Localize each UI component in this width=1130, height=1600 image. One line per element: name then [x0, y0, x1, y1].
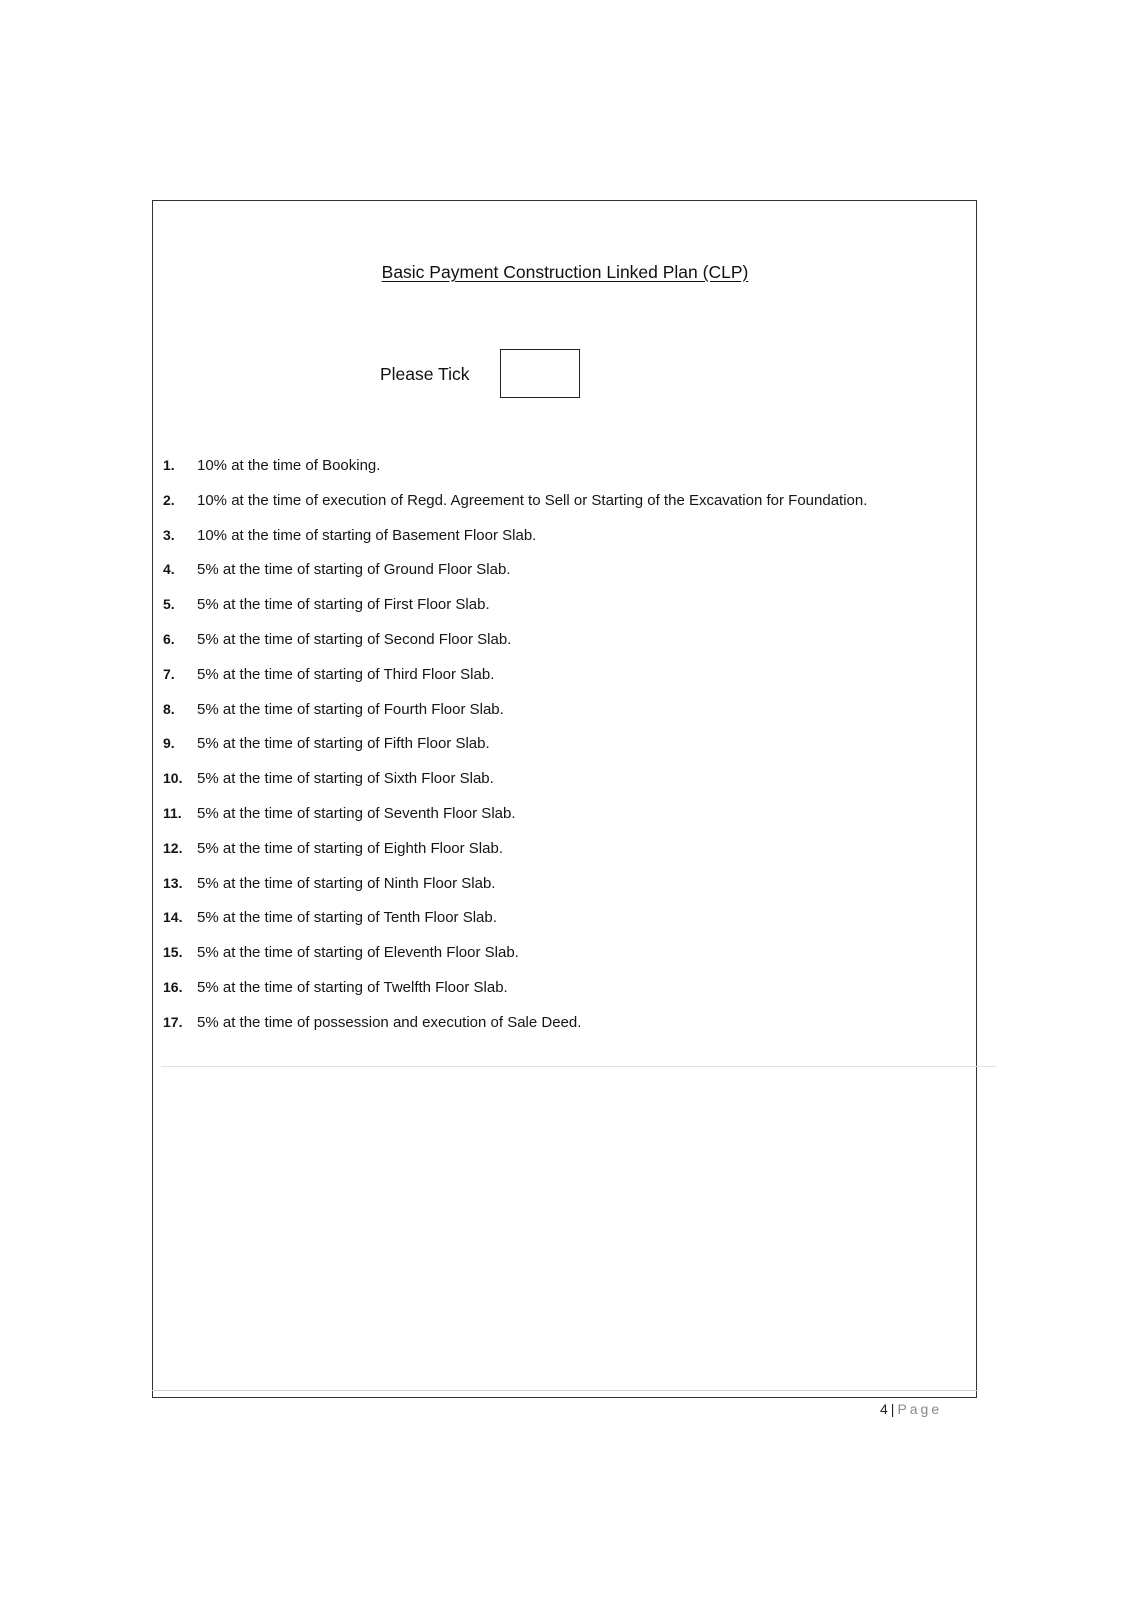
list-item-number: 15.: [163, 944, 183, 961]
list-item-number: 4.: [163, 561, 175, 578]
list-item-number: 6.: [163, 630, 175, 647]
list-item-text: 5% at the time of starting of Fourth Floor Slab.: [197, 700, 504, 718]
list-item-text: 5% at the time of starting of Ground Floor Slab.: [197, 561, 511, 579]
list-item-number: 10.: [163, 770, 183, 787]
list-item-text: 5% at the time of starting of Sixth Floor Slab.: [197, 770, 494, 788]
list-item-text: 5% at the time of starting of Twelfth Floor Slab.: [197, 978, 508, 996]
list-item-text: 5% at the time of starting of Ninth Floor Slab.: [197, 874, 496, 892]
footer-divider: [152, 1390, 977, 1391]
list-item-text: 5% at the time of possession and execution of Sale Deed.: [197, 1013, 582, 1031]
list-item-text: 10% at the time of execution of Regd. Agreement to Sell or Starting of the Excavation for Foundation.: [197, 491, 868, 509]
page-separator: |: [890, 1401, 895, 1417]
list-item-number: 1.: [163, 457, 175, 473]
document-title: Basic Payment Construction Linked Plan (CLP): [381, 262, 749, 282]
list-item-text: 5% at the time of starting of Eleventh Floor Slab.: [197, 944, 519, 962]
list-item-number: 14.: [163, 909, 183, 926]
section-divider: [161, 1066, 996, 1067]
list-item-text: 5% at the time of starting of Tenth Floor Slab.: [197, 909, 497, 927]
list-item-text: 5% at the time of starting of Second Floor Slab.: [197, 630, 512, 648]
list-item-text: 10% at the time of starting of Basement Floor Slab.: [197, 526, 537, 544]
page-footer: [880, 1401, 942, 1417]
list-item-number: 11.: [163, 804, 182, 821]
list-item-number: 2.: [163, 491, 175, 508]
list-item-text: 5% at the time of starting of Seventh Floor Slab.: [197, 804, 516, 822]
list-item-number: 12.: [163, 839, 183, 856]
page-word: Page: [897, 1401, 943, 1417]
list-item-number: 17.: [163, 1013, 183, 1030]
list-item-text: 5% at the time of starting of Eighth Floor Slab.: [197, 839, 503, 857]
list-item-number: 13.: [163, 874, 183, 891]
list-item-text: 10% at the time of Booking.: [197, 457, 381, 474]
please-tick-label: Please Tick: [380, 364, 470, 384]
list-item-number: 16.: [163, 978, 183, 995]
list-item-number: 8.: [163, 700, 175, 717]
list-item-text: 5% at the time of starting of Fifth Floor Slab.: [197, 735, 490, 753]
list-item-number: 3.: [163, 526, 175, 543]
page-number: 4: [880, 1401, 888, 1417]
list-item-number: 5.: [163, 596, 175, 613]
list-item-text: 5% at the time of starting of Third Floor Slab.: [197, 665, 495, 683]
list-item-number: 7.: [163, 665, 175, 682]
list-item-number: 9.: [163, 735, 175, 752]
list-item-text: 5% at the time of starting of First Floor Slab.: [197, 596, 490, 614]
tick-checkbox[interactable]: [500, 349, 580, 398]
